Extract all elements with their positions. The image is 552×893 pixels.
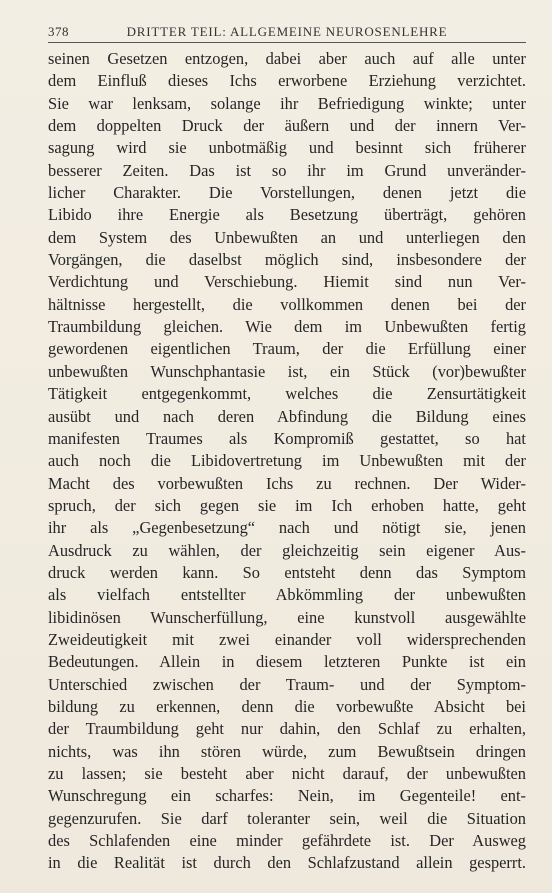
text-line: Zweideutigkeit mit zwei einander voll widersprechenden xyxy=(48,629,526,649)
text-line: Vorgängen, die daselbst möglich sind, insbesondere der xyxy=(48,250,526,270)
text-line: der Traumbildung geht nur dahin, den Schlaf zu erhalten, xyxy=(48,719,526,739)
text-line: Macht des vorbewußten Ichs zu rechnen. Der Wider- xyxy=(48,473,526,493)
text-line: Ausdruck zu wählen, der gleichzeitig sein eigener Aus- xyxy=(48,540,526,560)
text-line: ihr als „Gegenbesetzung“ nach und nötigt sie, jenen xyxy=(48,518,526,538)
text-line: libidinösen Wunscherfüllung, eine kunstvoll ausgewählte xyxy=(48,607,526,627)
text-line: bildung zu erkennen, denn die vorbewußte Absicht bei xyxy=(48,696,526,716)
text-line: Wunschregung ein scharfes: Nein, im Gegenteile! ent- xyxy=(48,786,526,806)
text-line: in die Realität ist durch den Schlafzustand allein gesperrt. xyxy=(48,853,526,873)
text-line: unbewußten Wunschphantasie ist, ein Stück (vor)bewußter xyxy=(48,361,526,381)
text-line: Tätigkeit entgegenkommt, welches die Zensurtätigkeit xyxy=(48,384,526,404)
text-line: Verdichtung und Verschiebung. Hiemit sind nun Ver- xyxy=(48,272,526,292)
text-line: spruch, der sich gegen sie im Ich erhoben hatte, geht xyxy=(48,495,526,515)
text-line: licher Charakter. Die Vorstellungen, denen jetzt die xyxy=(48,183,526,203)
text-line: Sie war lenksam, solange ihr Befriedigung winkte; unter xyxy=(48,93,526,113)
body-text xyxy=(48,48,526,875)
text-line: dem doppelten Druck der äußern und der innern Ver- xyxy=(48,116,526,136)
text-line: sagung wird sie unbotmäßig und besinnt sich früherer xyxy=(48,138,526,158)
text-line: gegenzurufen. Sie darf toleranter sein, weil die Situation xyxy=(48,808,526,828)
text-line: Bedeutungen. Allein in diesem letzteren Punkte ist ein xyxy=(48,652,526,672)
text-line: nichts, was ihn stören würde, zum Bewußtsein dringen xyxy=(48,741,526,761)
text-line: manifesten Traumes als Kompromiß gestattet, so hat xyxy=(48,428,526,448)
page-number: 378 xyxy=(48,24,69,39)
text-line: besserer Zeiten. Das ist so ihr im Grund unveränder- xyxy=(48,160,526,180)
text-line: zu lassen; sie besteht aber nicht darauf, der unbewußten xyxy=(48,764,526,783)
text-line: Unterschied zwischen der Traum- und der Symptom- xyxy=(48,674,526,694)
text-line: auch noch die Libidovertretung im Unbewußten mit der xyxy=(48,451,526,471)
text-line: als vielfach entstellter Abkömmling der unbewußten xyxy=(48,585,526,605)
text-line: druck werden kann. So entsteht denn das Symptom xyxy=(48,562,526,582)
text-line: hältnisse hergestellt, die vollkommen denen bei der xyxy=(48,294,526,314)
text-line: Libido ihre Energie als Besetzung überträgt, gehören xyxy=(48,205,526,225)
text-line: des Schlafenden eine minder gefährdete ist. Der Ausweg xyxy=(48,831,526,851)
header-rule xyxy=(48,42,526,43)
page-header xyxy=(48,24,526,42)
text-line: dem Einfluß dieses Ichs erworbene Erziehung verzichtet. xyxy=(48,71,526,91)
text-line: seinen Gesetzen entzogen, dabei aber auch auf alle unter xyxy=(48,49,526,68)
text-line: ausübt und nach deren Abfindung die Bildung eines xyxy=(48,406,526,426)
running-head: DRITTER TEIL: ALLGEMEINE NEUROSENLEHRE xyxy=(126,24,448,39)
text-line: gewordenen eigentlichen Traum, der die Erfüllung einer xyxy=(48,339,526,359)
text-line: dem System des Unbewußten an und unterliegen den xyxy=(48,227,526,247)
text-line: Traumbildung gleichen. Wie dem im Unbewußten fertig xyxy=(48,317,526,337)
